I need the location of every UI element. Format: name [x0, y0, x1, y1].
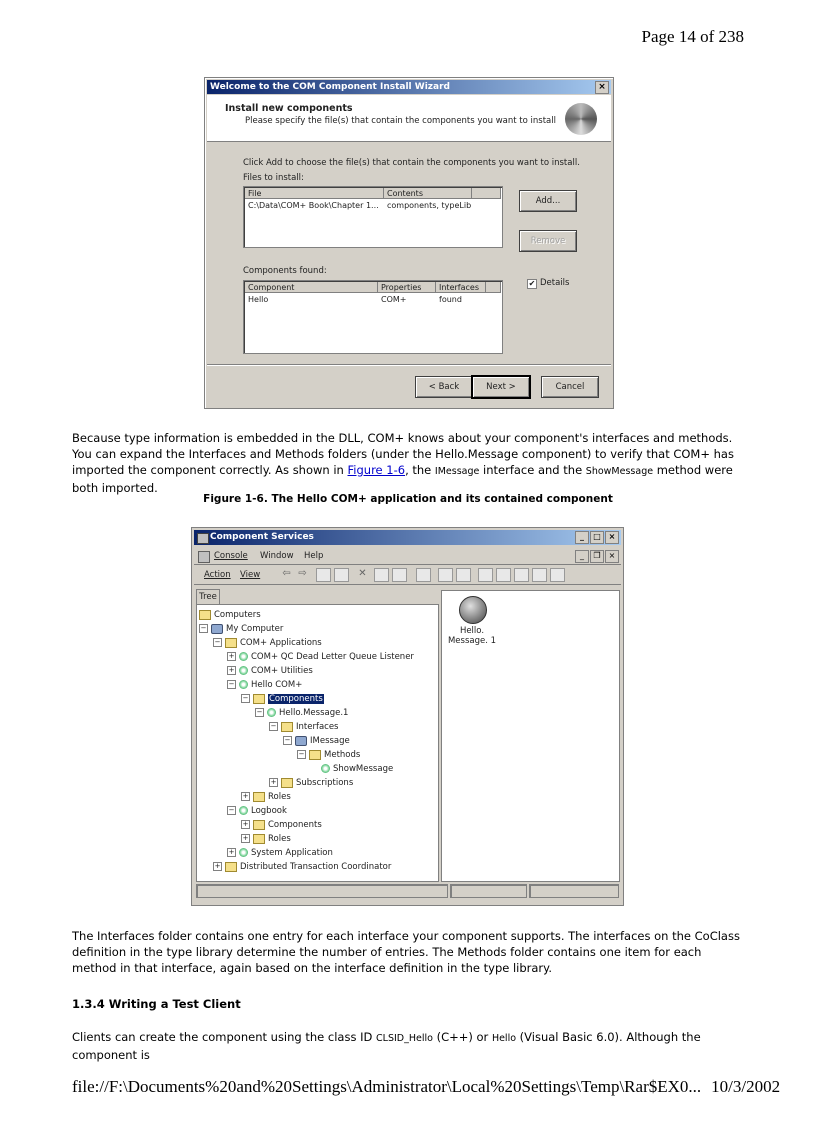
tree-node-hello-com[interactable] — [227, 679, 302, 692]
collapse-icon[interactable]: − — [200, 624, 207, 632]
footer-path: file://F:\Documents%20and%20Settings\Administrator\Local%20Settings\Temp\Rar$EX0... — [72, 1077, 702, 1096]
folder-icon — [253, 834, 265, 844]
column-header-file[interactable]: File — [245, 188, 384, 199]
interface-icon — [295, 736, 307, 746]
tree-node-label: Hello COM+ — [251, 680, 303, 690]
expand-icon[interactable]: + — [228, 652, 235, 660]
paragraph-text: (C++) or — [432, 1030, 492, 1044]
folder-icon — [253, 792, 265, 802]
folder-icon — [309, 750, 321, 760]
details-pane[interactable] — [441, 590, 620, 882]
child-window-controls — [575, 550, 619, 563]
tree-node-label: Components — [268, 820, 322, 830]
cs-titlebar — [194, 530, 621, 545]
large-icons-icon[interactable] — [478, 568, 493, 582]
column-header-blank — [472, 188, 501, 199]
wizard-header — [207, 95, 611, 142]
table-row[interactable] — [245, 295, 501, 304]
expand-icon[interactable]: + — [228, 848, 235, 856]
close-icon[interactable]: × — [595, 81, 609, 94]
paragraph-text: Because type information is embedded in the DLL, COM+ knows about your component's interfaces and methods. You can expand the Interfaces and Methods folders (under the Hello.Message component) to verify that COM+ has imported the component correctly. As shown in — [72, 431, 734, 477]
tree-node-label: Logbook — [251, 806, 287, 816]
wizard-header-title: Install new components — [225, 103, 353, 114]
folder-icon — [225, 862, 237, 872]
expand-icon[interactable]: + — [270, 778, 277, 786]
tree-node-label: IMessage — [310, 736, 350, 746]
page-footer — [72, 1077, 780, 1097]
cs-title: Component Services — [210, 532, 314, 542]
inline-code: Hello — [491, 1033, 517, 1044]
add-button[interactable]: Add... — [519, 190, 577, 212]
table-row[interactable] — [245, 201, 501, 210]
folder-icon — [253, 694, 265, 704]
tab-tree[interactable]: Tree — [196, 589, 220, 604]
column-header-component[interactable]: Component — [245, 282, 378, 293]
tree-node-label: Subscriptions — [296, 778, 354, 788]
close-icon[interactable]: × — [605, 550, 619, 563]
collapse-icon[interactable]: − — [284, 736, 291, 744]
paragraph-3 — [72, 1029, 744, 1063]
tree-node-label: COM+ Utilities — [251, 666, 313, 676]
figure-caption: Figure 1-6. The Hello COM+ application and its contained component — [203, 493, 613, 505]
collapse-icon[interactable]: − — [270, 722, 277, 730]
install-wizard-dialog — [204, 77, 614, 409]
help-icon[interactable] — [416, 568, 431, 582]
cs-toolbar — [194, 566, 621, 585]
paragraph-1 — [72, 430, 744, 496]
tree-node-label: Interfaces — [296, 722, 339, 732]
folder-icon — [281, 722, 293, 732]
contents-cell: components, typeLib — [387, 201, 472, 210]
cs-menubar — [194, 548, 621, 565]
paragraph-text: , the — [405, 463, 435, 477]
tree-node-label: Hello.Message.1 — [279, 708, 349, 718]
tree-node-imessage[interactable] — [283, 735, 350, 748]
files-label: Files to install: — [243, 173, 304, 183]
component-item-text: Hello. Message. 1 — [447, 626, 497, 646]
component-icon — [267, 708, 276, 717]
list-view-icon[interactable] — [514, 568, 529, 582]
properties-icon[interactable] — [374, 568, 389, 582]
minimize-icon[interactable]: _ — [575, 531, 589, 544]
component-cell: Hello — [248, 295, 269, 304]
application-icon — [239, 652, 248, 661]
delete-icon[interactable]: ✕ — [358, 568, 367, 579]
application-icon — [239, 806, 248, 815]
wizard-title: Welcome to the COM Component Install Wizard — [210, 82, 450, 92]
computer-icon — [211, 624, 223, 634]
folder-icon — [253, 820, 265, 830]
expand-icon[interactable]: + — [214, 862, 221, 870]
folder-icon — [281, 778, 293, 788]
forward-arrow-icon[interactable]: ⇨ — [298, 568, 307, 579]
figure-link[interactable]: Figure 1-6 — [347, 463, 406, 477]
new-icon[interactable] — [438, 568, 453, 582]
maximize-icon[interactable]: □ — [590, 531, 604, 544]
components-listview[interactable] — [243, 280, 503, 354]
inline-code: ShowMessage — [585, 466, 654, 477]
menu-action[interactable]: Action — [204, 570, 231, 580]
details-checkbox[interactable]: ✔ — [528, 279, 536, 288]
tree-node-showmessage[interactable] — [321, 763, 393, 776]
column-header-properties[interactable]: Properties — [378, 282, 436, 293]
collapse-icon[interactable]: − — [214, 638, 221, 646]
inline-code: IMessage — [434, 466, 480, 477]
tree-node-logbook-components[interactable] — [241, 819, 322, 832]
expand-icon[interactable]: + — [242, 834, 249, 842]
detail-view-icon[interactable] — [532, 568, 547, 582]
column-header-contents[interactable]: Contents — [384, 188, 472, 199]
up-level-icon[interactable] — [316, 568, 331, 582]
paragraph-2: The Interfaces folder contains one entry for each interface your component supports. The interfaces on the CoClass definition in the type library determine the number of entries. The Methods folder contains one item for each method in that interface, again based on the interface definition in the type library. — [72, 929, 740, 975]
inline-code: CLSID_Hello — [376, 1033, 433, 1044]
remove-button[interactable]: Remove — [519, 230, 577, 252]
status-bar — [196, 884, 619, 898]
wizard-header-subtitle: Please specify the file(s) that contain the components you want to install — [245, 116, 556, 126]
application-icon — [239, 680, 248, 689]
component-services-icon — [197, 533, 209, 544]
export-icon[interactable] — [456, 568, 471, 582]
component-item-label[interactable] — [442, 626, 502, 646]
menu-help[interactable]: Help — [304, 551, 324, 561]
status-pane — [450, 884, 527, 898]
window-controls — [575, 531, 619, 544]
wizard-logo-icon — [565, 103, 597, 135]
tree-node-label: COM+ QC Dead Letter Queue Listener — [251, 652, 414, 662]
menu-window[interactable]: Window — [260, 551, 294, 561]
column-header-blank — [486, 282, 501, 293]
expand-icon[interactable]: + — [242, 792, 249, 800]
close-icon[interactable]: × — [605, 531, 619, 544]
tree-node-subscriptions[interactable] — [269, 777, 353, 790]
collapse-icon[interactable]: − — [228, 680, 235, 688]
interfaces-cell: found — [439, 295, 462, 304]
method-icon — [321, 764, 330, 773]
paragraph-text: method were both imported. — [72, 463, 733, 495]
tree-node-dtc[interactable] — [213, 861, 391, 874]
paragraph-text: interface and the — [479, 463, 586, 477]
minimize-icon[interactable]: _ — [575, 550, 589, 563]
paragraph-text: (Visual Basic 6.0). Although the component is — [72, 1030, 701, 1062]
tree-node-components[interactable] — [241, 693, 324, 706]
collapse-icon[interactable]: − — [256, 708, 263, 716]
tree-node-methods[interactable] — [297, 749, 360, 762]
back-arrow-icon[interactable]: ⇦ — [282, 568, 291, 579]
components-label: Components found: — [243, 266, 327, 276]
menu-view[interactable]: View — [240, 570, 261, 580]
details-label: Details — [540, 278, 570, 288]
tree-node-label: Roles — [268, 834, 291, 844]
page-number: Page 14 of 238 — [641, 27, 744, 46]
collapse-icon[interactable]: − — [242, 694, 249, 702]
tree-node-com-utilities[interactable] — [227, 665, 313, 678]
tree-node-my-computer[interactable] — [199, 623, 283, 636]
status-pane — [529, 884, 619, 898]
folder-icon — [225, 638, 237, 648]
component-services-window — [191, 527, 624, 906]
expand-icon[interactable]: + — [228, 666, 235, 674]
tree-node-logbook[interactable] — [227, 805, 287, 818]
tree-node-interfaces[interactable] — [269, 721, 338, 734]
tree-node-roles[interactable] — [241, 791, 291, 804]
expand-icon[interactable]: + — [242, 820, 249, 828]
status-view-icon[interactable] — [550, 568, 565, 582]
tree-node-label: Distributed Transaction Coordinator — [240, 862, 392, 872]
tree-node-label: System Application — [251, 848, 333, 858]
files-listview[interactable] — [243, 186, 503, 248]
tree-view[interactable] — [196, 604, 439, 882]
refresh-icon[interactable] — [392, 568, 407, 582]
tree-node-hello-message[interactable] — [255, 707, 348, 720]
next-button[interactable]: Next > — [471, 375, 531, 399]
tree-node-label: Components — [269, 694, 323, 704]
menu-console[interactable]: Console — [214, 551, 248, 561]
application-icon — [239, 848, 248, 857]
tree-node-logbook-roles[interactable] — [241, 833, 291, 846]
folder-icon — [199, 610, 211, 620]
section-heading: 1.3.4 Writing a Test Client — [72, 997, 241, 1011]
small-icons-icon[interactable] — [496, 568, 511, 582]
tree-node-label: My Computer — [226, 624, 284, 634]
tree-node-label: Roles — [268, 792, 291, 802]
tree-node-label: COM+ Applications — [240, 638, 322, 648]
tree-node-label: Computers — [214, 610, 261, 620]
cancel-button[interactable]: Cancel — [541, 376, 599, 398]
paragraph-text: Clients can create the component using the class ID — [72, 1030, 377, 1044]
wizard-titlebar — [207, 80, 611, 94]
console-icon — [198, 551, 210, 563]
tree-node-computers[interactable] — [199, 609, 261, 622]
show-tree-icon[interactable] — [334, 568, 349, 582]
component-icon[interactable] — [459, 596, 487, 624]
status-pane — [196, 884, 448, 898]
tree-node-label: ShowMessage — [333, 764, 394, 774]
footer-date: 10/3/2002 — [711, 1077, 781, 1096]
properties-cell: COM+ — [381, 295, 407, 304]
file-cell: C:\Data\COM+ Book\Chapter 1... — [248, 201, 379, 210]
collapse-icon[interactable]: − — [298, 750, 305, 758]
wizard-instruction: Click Add to choose the file(s) that contain the components you want to install. — [243, 158, 580, 168]
back-button[interactable]: < Back — [415, 376, 473, 398]
restore-icon[interactable]: ❐ — [590, 550, 604, 563]
collapse-icon[interactable]: − — [228, 806, 235, 814]
tree-node-qc-dead-letter[interactable] — [227, 651, 414, 664]
column-header-interfaces[interactable]: Interfaces — [436, 282, 486, 293]
tree-node-label: Methods — [324, 750, 361, 760]
wizard-divider — [207, 364, 611, 366]
application-icon — [239, 666, 248, 675]
tree-node-system-application[interactable] — [227, 847, 333, 860]
tree-node-com-applications[interactable] — [213, 637, 322, 650]
